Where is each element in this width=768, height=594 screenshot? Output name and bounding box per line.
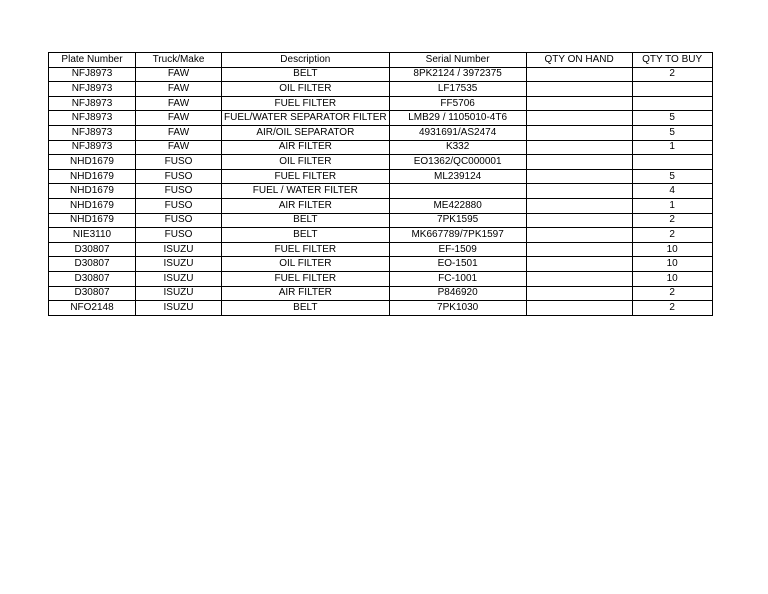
serial-number-cell [389,184,526,199]
qty-on-hand-cell [526,155,632,170]
truck-make-cell: FUSO [136,228,222,243]
plate-number-cell: NHD1679 [49,198,136,213]
truck-make-cell: FAW [136,125,222,140]
plate-number-cell: NFO2148 [49,301,136,316]
table-row [49,125,713,140]
truck-make-cell: FUSO [136,155,222,170]
header-qty-to-buy: QTY TO BUY [632,53,712,68]
qty-to-buy-cell: 1 [632,140,712,155]
plate-number-cell: NFJ8973 [49,67,136,82]
truck-make-cell: FUSO [136,213,222,228]
plate-number-cell: NFJ8973 [49,111,136,126]
description-cell: FUEL FILTER [222,242,390,257]
table-row [49,67,713,82]
truck-make-cell: FAW [136,96,222,111]
description-cell: FUEL FILTER [222,271,390,286]
qty-on-hand-cell [526,111,632,126]
header-serial-number: Serial Number [389,53,526,68]
serial-number-cell: FC-1001 [389,271,526,286]
qty-on-hand-cell [526,228,632,243]
description-cell: AIR FILTER [222,198,390,213]
table-row [49,111,713,126]
qty-to-buy-cell: 2 [632,67,712,82]
serial-number-cell: ME422880 [389,198,526,213]
description-cell: BELT [222,213,390,228]
truck-make-cell: FAW [136,111,222,126]
header-truck-make: Truck/Make [136,53,222,68]
qty-on-hand-cell [526,301,632,316]
serial-number-cell: LF17535 [389,82,526,97]
qty-to-buy-cell: 2 [632,213,712,228]
description-cell: OIL FILTER [222,257,390,272]
description-cell: AIR/OIL SEPARATOR [222,125,390,140]
qty-to-buy-cell [632,96,712,111]
table-row [49,140,713,155]
truck-make-cell: ISUZU [136,301,222,316]
table-row [49,257,713,272]
qty-on-hand-cell [526,67,632,82]
table-row [49,242,713,257]
plate-number-cell: D30807 [49,257,136,272]
serial-number-cell: FF5706 [389,96,526,111]
table-row [49,301,713,316]
qty-on-hand-cell [526,213,632,228]
qty-on-hand-cell [526,286,632,301]
description-cell: BELT [222,67,390,82]
plate-number-cell: NHD1679 [49,213,136,228]
qty-on-hand-cell [526,82,632,97]
truck-make-cell: ISUZU [136,271,222,286]
truck-make-cell: FUSO [136,184,222,199]
plate-number-cell: D30807 [49,271,136,286]
serial-number-cell: LMB29 / 1105010-4T6 [389,111,526,126]
description-cell: BELT [222,301,390,316]
truck-make-cell: FAW [136,67,222,82]
truck-make-cell: FAW [136,82,222,97]
qty-to-buy-cell: 2 [632,286,712,301]
serial-number-cell: EO1362/QC000001 [389,155,526,170]
qty-to-buy-cell: 10 [632,271,712,286]
table-row [49,169,713,184]
qty-to-buy-cell: 4 [632,184,712,199]
serial-number-cell: 8PK2124 / 3972375 [389,67,526,82]
description-cell: FUEL FILTER [222,169,390,184]
plate-number-cell: NFJ8973 [49,96,136,111]
description-cell: AIR FILTER [222,140,390,155]
serial-number-cell: 4931691/AS2474 [389,125,526,140]
qty-to-buy-cell: 5 [632,111,712,126]
qty-to-buy-cell: 5 [632,125,712,140]
header-row [49,53,713,68]
description-cell: OIL FILTER [222,155,390,170]
truck-make-cell: FAW [136,140,222,155]
plate-number-cell: NFJ8973 [49,140,136,155]
table-row [49,286,713,301]
table-row [49,228,713,243]
serial-number-cell: EF-1509 [389,242,526,257]
qty-on-hand-cell [526,169,632,184]
table-row [49,155,713,170]
qty-to-buy-cell: 10 [632,242,712,257]
serial-number-cell: EO-1501 [389,257,526,272]
plate-number-cell: D30807 [49,242,136,257]
truck-make-cell: FUSO [136,169,222,184]
description-cell: AIR FILTER [222,286,390,301]
qty-on-hand-cell [526,257,632,272]
table-body [49,67,713,315]
table-row [49,271,713,286]
table-row [49,184,713,199]
parts-table [48,52,713,316]
truck-make-cell: ISUZU [136,286,222,301]
qty-on-hand-cell [526,198,632,213]
serial-number-cell: 7PK1595 [389,213,526,228]
truck-make-cell: ISUZU [136,242,222,257]
table-row [49,96,713,111]
qty-to-buy-cell [632,82,712,97]
serial-number-cell: MK667789/7PK1597 [389,228,526,243]
qty-to-buy-cell: 2 [632,228,712,243]
serial-number-cell: 7PK1030 [389,301,526,316]
qty-on-hand-cell [526,271,632,286]
qty-on-hand-cell [526,184,632,199]
serial-number-cell: K332 [389,140,526,155]
description-cell: FUEL/WATER SEPARATOR FILTER [222,111,390,126]
truck-make-cell: ISUZU [136,257,222,272]
serial-number-cell: P846920 [389,286,526,301]
plate-number-cell: NFJ8973 [49,125,136,140]
qty-on-hand-cell [526,242,632,257]
plate-number-cell: NHD1679 [49,169,136,184]
plate-number-cell: NHD1679 [49,184,136,199]
plate-number-cell: D30807 [49,286,136,301]
description-cell: FUEL FILTER [222,96,390,111]
qty-to-buy-cell: 5 [632,169,712,184]
header-description: Description [222,53,390,68]
description-cell: FUEL / WATER FILTER [222,184,390,199]
plate-number-cell: NFJ8973 [49,82,136,97]
table-row [49,213,713,228]
qty-to-buy-cell: 1 [632,198,712,213]
qty-on-hand-cell [526,96,632,111]
plate-number-cell: NHD1679 [49,155,136,170]
table-row [49,82,713,97]
serial-number-cell: ML239124 [389,169,526,184]
qty-to-buy-cell: 10 [632,257,712,272]
qty-on-hand-cell [526,140,632,155]
description-cell: OIL FILTER [222,82,390,97]
table-row [49,198,713,213]
truck-make-cell: FUSO [136,198,222,213]
qty-to-buy-cell [632,155,712,170]
plate-number-cell: NIE3110 [49,228,136,243]
description-cell: BELT [222,228,390,243]
qty-on-hand-cell [526,125,632,140]
header-plate-number: Plate Number [49,53,136,68]
header-qty-on-hand: QTY ON HAND [526,53,632,68]
qty-to-buy-cell: 2 [632,301,712,316]
